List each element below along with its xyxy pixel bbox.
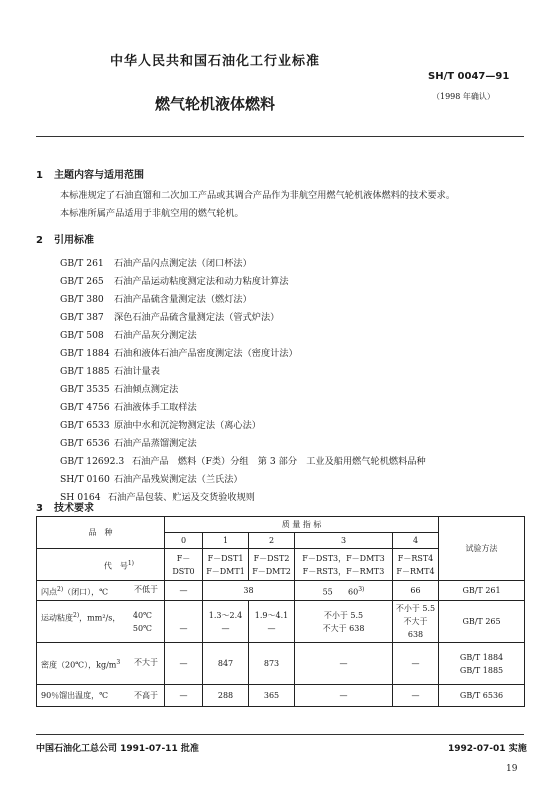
reference-code: SH 0164 <box>60 492 101 503</box>
section-number: 3 <box>36 503 43 514</box>
reference-item <box>60 471 243 485</box>
reference-code: GB/T 261 <box>60 258 104 269</box>
reference-item <box>60 381 178 395</box>
row-viscosity-label: 运动粘度$^{2)}$，mm²/s， 40℃ 50℃ <box>37 601 165 643</box>
density-grade-4: — <box>393 643 439 685</box>
reference-item <box>60 255 252 269</box>
grade-4: 4 <box>393 533 439 549</box>
reference-item <box>60 453 426 467</box>
reference-code: GB/T 1884 <box>60 348 110 359</box>
page-number: 19 <box>506 764 518 774</box>
section-title: 引用标准 <box>54 235 94 246</box>
reference-name: 石油产品硫含量测定法（燃灯法） <box>114 294 252 305</box>
code-grade-0: F－DST0 <box>165 549 203 581</box>
reference-item <box>60 345 298 359</box>
density-grade-0: — <box>165 643 203 685</box>
reference-name: 石油产品残炭测定法（兰氏法） <box>114 474 243 485</box>
reference-code: GB/T 508 <box>60 330 104 341</box>
header-code: 代 号$^{1)}$ <box>37 549 165 581</box>
reference-name: 石油产品闪点测定法（闭口杯法） <box>114 258 252 269</box>
technical-requirements-table <box>36 516 525 707</box>
document-title: 燃气轮机液体燃料 <box>154 95 275 113</box>
header-divider <box>36 136 524 137</box>
reference-item <box>60 309 279 323</box>
code-grade-4: F－RST4 F－RMT4 <box>393 549 439 581</box>
grade-0: 0 <box>165 533 203 549</box>
row-distillation-label: 90％馏出温度，℃ 不高于 <box>37 685 165 707</box>
reference-code: GB/T 6536 <box>60 438 110 449</box>
visc-grade-4: 不小于 5.5 不大于 638 <box>393 601 439 643</box>
header-test-method: 试验方法 <box>439 517 525 581</box>
visc-grade-1: 1.3～2.4 — <box>203 601 249 643</box>
distill-grade-0: — <box>165 685 203 707</box>
section-3-heading <box>36 499 94 514</box>
distill-grade-1: 288 <box>203 685 249 707</box>
footer-divider <box>36 734 524 735</box>
reference-code: GB/T 3535 <box>60 384 110 395</box>
reference-code: GB/T 1885 <box>60 366 110 377</box>
flash-grade-4: 66 <box>393 581 439 601</box>
section-title: 技术要求 <box>54 503 94 514</box>
flash-grade-0: — <box>165 581 203 601</box>
reference-item <box>60 363 160 377</box>
standard-code: SH/T 0047—91 <box>428 71 510 82</box>
flash-grade-3: 55 60$^{3)}$ <box>295 581 393 601</box>
reference-name: 石油产品运动粘度测定法和动力粘度计算法 <box>114 276 289 287</box>
visc-grade-0: — <box>165 601 203 643</box>
section-1-heading <box>36 166 144 181</box>
reference-name: 石油产品 燃料（F类）分组 第 3 部分 工业及船用燃气轮机燃料品种 <box>132 456 426 467</box>
reference-code: GB/T 387 <box>60 312 104 323</box>
grade-3: 3 <box>295 533 393 549</box>
reference-name: 石油产品灰分测定法 <box>114 330 197 341</box>
density-grade-1: 847 <box>203 643 249 685</box>
header-quality-index: 质 量 指 标 <box>165 517 439 533</box>
visc-grade-3: 不小于 5.5 不大于 638 <box>295 601 393 643</box>
reference-name: 石油产品包装、贮运及交货验收规则 <box>108 492 255 503</box>
grade-2: 2 <box>249 533 295 549</box>
density-method: GB/T 1884 GB/T 1885 <box>439 643 525 685</box>
reference-code: GB/T 12692.3 <box>60 456 125 467</box>
flash-grade-1-2: 38 <box>203 581 295 601</box>
row-density-label: 密度（20℃），$kg/m^3$ 不大于 <box>37 643 165 685</box>
distill-grade-2: 365 <box>249 685 295 707</box>
reference-item <box>60 435 197 449</box>
visc-grade-2: 1.9～4.1 — <box>249 601 295 643</box>
reference-name: 原油中水和沉淀物测定法（离心法） <box>114 420 261 431</box>
reference-name: 石油产品蒸馏测定法 <box>114 438 197 449</box>
reference-item <box>60 417 261 431</box>
scope-paragraph-1: 本标准规定了石油直馏和二次加工产品或其调合产品作为非航空用燃气轮机液体燃料的技术要求。 <box>60 190 456 201</box>
density-grade-3: — <box>295 643 393 685</box>
grade-1: 1 <box>203 533 249 549</box>
code-grade-2: F－DST2 F－DMT2 <box>249 549 295 581</box>
visc-method: GB/T 265 <box>439 601 525 643</box>
reference-item <box>60 399 197 413</box>
section-number: 1 <box>36 170 43 181</box>
density-grade-2: 873 <box>249 643 295 685</box>
reference-name: 石油倾点测定法 <box>114 384 179 395</box>
flash-method: GB/T 261 <box>439 581 525 601</box>
code-grade-3: F－DST3，F－DMT3 F－RST3，F－RMT3 <box>295 549 393 581</box>
reference-item <box>60 327 197 341</box>
reference-code: GB/T 4756 <box>60 402 110 413</box>
issuer-approval: 中国石油化工总公司 1991-07-11 批准 <box>36 744 199 754</box>
distill-grade-3: — <box>295 685 393 707</box>
effective-date: 1992-07-01 实施 <box>448 744 527 754</box>
reference-item <box>60 291 252 305</box>
section-number: 2 <box>36 235 43 246</box>
scope-paragraph-2: 本标准所属产品适用于非航空用的燃气轮机。 <box>60 208 244 219</box>
distill-method: GB/T 6536 <box>439 685 525 707</box>
reference-name: 石油计量表 <box>114 366 160 377</box>
distill-grade-4: — <box>393 685 439 707</box>
reference-name: 石油液体手工取样法 <box>114 402 197 413</box>
confirmation-year: （1998 年确认） <box>432 92 495 101</box>
section-2-heading <box>36 231 94 246</box>
header-variety: 品 种 <box>37 517 165 549</box>
reference-code: GB/T 380 <box>60 294 104 305</box>
row-flash-point-label: 闪点$^{2)}$（闭口），℃ 不低于 <box>37 581 165 601</box>
reference-code: SH/T 0160 <box>60 474 110 485</box>
reference-name: 石油和液体石油产品密度测定法（密度计法） <box>114 348 298 359</box>
reference-code: GB/T 265 <box>60 276 104 287</box>
industry-standard-heading: 中华人民共和国石油化工行业标准 <box>109 54 320 69</box>
section-title: 主题内容与适用范围 <box>54 170 144 181</box>
reference-code: GB/T 6533 <box>60 420 110 431</box>
reference-name: 深色石油产品硫含量测定法（管式炉法） <box>114 312 280 323</box>
reference-item <box>60 273 289 287</box>
code-grade-1: F－DST1 F－DMT1 <box>203 549 249 581</box>
